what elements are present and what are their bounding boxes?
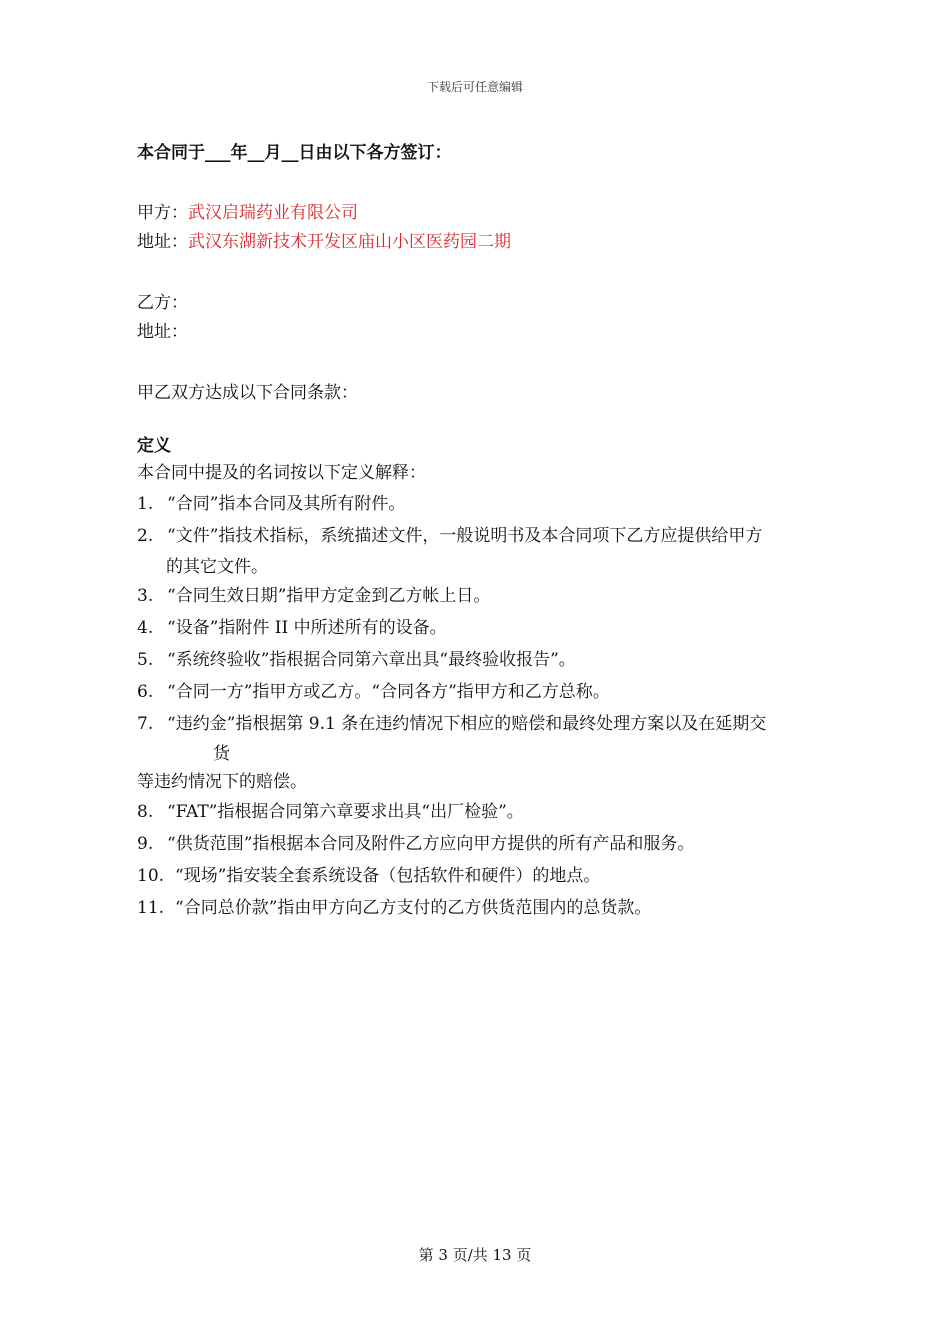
party-a-name: 武汉启瑞药业有限公司 [188, 203, 358, 223]
list-item: 1. “合同”指本合同及其所有附件。 [137, 494, 406, 514]
party-a-address-label: 地址： [137, 232, 188, 252]
list-item: 7. “违约金”指根据第 9.1 条在违约情况下相应的赔偿和最终处理方案以及在延期交 [137, 714, 767, 734]
definitions-intro: 本合同中提及的名词按以下定义解释： [137, 463, 426, 483]
party-b-address-label: 地址： [137, 322, 188, 342]
party-b-label: 乙方： [137, 293, 188, 313]
list-item-continuation: 的其它文件。 [166, 557, 268, 577]
list-item-continuation: 等违约情况下的赔偿。 [137, 772, 307, 792]
list-item: 5. “系统终验收”指根据合同第六章出具“最终验收报告”。 [137, 650, 576, 670]
list-item: 6. “合同一方”指甲方或乙方。“合同各方”指甲方和乙方总称。 [137, 682, 610, 702]
list-item: 3. “合同生效日期”指甲方定金到乙方帐上日。 [137, 586, 491, 606]
list-item: 2. “文件”指技术指标，系统描述文件，一般说明书及本合同项下乙方应提供给甲方 [137, 526, 763, 546]
page-footer-number: 第 3 页/共 13 页 [418, 1246, 532, 1264]
party-a-label: 甲方： [137, 203, 188, 223]
list-item: 8. “FAT”指根据合同第六章要求出具“出厂检验”。 [137, 802, 524, 822]
agreement-line: 甲乙双方达成以下合同条款： [137, 383, 358, 403]
page-header-note: 下载后可任意编辑 [426, 80, 523, 94]
list-item: 9. “供货范围”指根据本合同及附件乙方应向甲方提供的所有产品和服务。 [137, 834, 695, 854]
party-a-address-line [137, 230, 511, 254]
list-item: 11. “合同总价款”指由甲方向乙方支付的乙方供货范围内的总货款。 [137, 898, 652, 918]
list-item: 4. “设备”指附件 II 中所述所有的设备。 [137, 618, 447, 638]
list-item: 10. “现场”指安装全套系统设备（包括软件和硬件）的地点。 [137, 866, 601, 886]
signing-line: 本合同于___年__月__日由以下各方签订： [137, 143, 452, 163]
party-a-line [137, 201, 358, 225]
party-a-address: 武汉东湖新技术开发区庙山小区医药园二期 [188, 232, 511, 252]
list-item-continuation: 货 [213, 744, 230, 764]
definitions-heading: 定义 [137, 436, 171, 456]
